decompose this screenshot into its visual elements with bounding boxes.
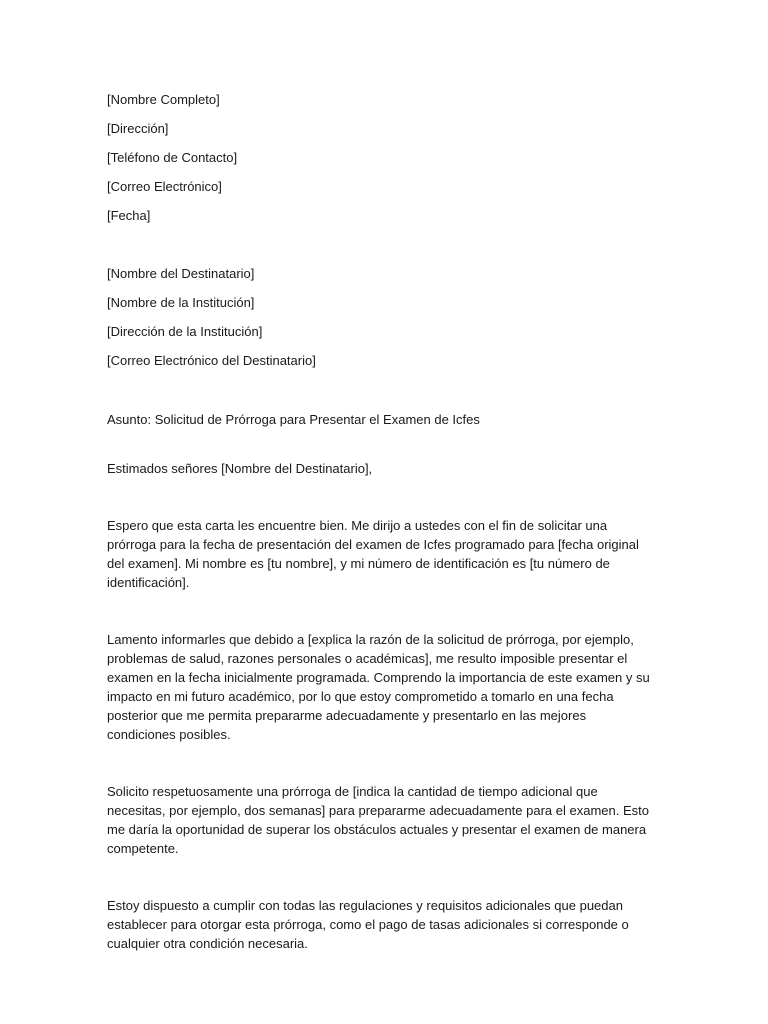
letter-salutation: Estimados señores [Nombre del Destinatario], — [107, 461, 373, 476]
recipient-email: [Correo Electrónico del Destinatario] — [107, 353, 316, 368]
sender-block — [107, 90, 652, 225]
spacer — [107, 858, 652, 896]
letter-subject: Asunto: Solicitud de Prórroga para Presentar el Examen de Icfes — [107, 412, 480, 427]
recipient-block — [107, 264, 652, 370]
sender-date: [Fecha] — [107, 208, 151, 223]
recipient-institution: [Nombre de la Institución] — [107, 295, 255, 310]
sender-email: [Correo Electrónico] — [107, 179, 222, 194]
spacer — [107, 235, 652, 264]
spacer — [107, 429, 652, 459]
spacer — [107, 380, 652, 410]
paragraph-3: Solicito respetuosamente una prórroga de [indica la cantidad de tiempo adicional que necesitas, por ejemplo, dos semanas] para prepararme adecuadamente para el examen. Esto me daría la oportunidad de superar los obstáculos actuales y presentar el examen de manera competente. — [107, 784, 649, 856]
spacer — [107, 478, 652, 516]
paragraph-1: Espero que esta carta les encuentre bien. Me dirijo a ustedes con el fin de solicitar una prórroga para la fecha de presentación del examen de Icfes programado para [fecha original del examen]. Mi nombre es [tu nombre], y mi número de identificación es [tu número de identificación]. — [107, 518, 639, 590]
recipient-address: [Dirección de la Institución] — [107, 324, 263, 339]
sender-name: [Nombre Completo] — [107, 92, 220, 107]
sender-phone: [Teléfono de Contacto] — [107, 150, 238, 165]
spacer — [107, 744, 652, 782]
paragraph-4: Estoy dispuesto a cumplir con todas las regulaciones y requisitos adicionales que puedan establecer para otorgar esta prórroga, como el pago de tasas adicionales si corresponde o cualquier otra condición necesaria. — [107, 898, 629, 951]
recipient-name: [Nombre del Destinatario] — [107, 266, 255, 281]
sender-address: [Dirección] — [107, 121, 169, 136]
letter-body — [107, 90, 652, 953]
paragraph-2: Lamento informarles que debido a [explica la razón de la solicitud de prórroga, por ejemplo, problemas de salud, razones personales o académicas], me resulto imposible presentar el examen en la fecha inicialmente programada. Comprendo la importancia de este examen y su impacto en mi futuro académico, por lo que estoy comprometido a tomarlo en una fecha posterior que me permita prepararme adecuadamente y presentarlo en las mejores condiciones posibles. — [107, 632, 650, 742]
spacer — [107, 592, 652, 630]
